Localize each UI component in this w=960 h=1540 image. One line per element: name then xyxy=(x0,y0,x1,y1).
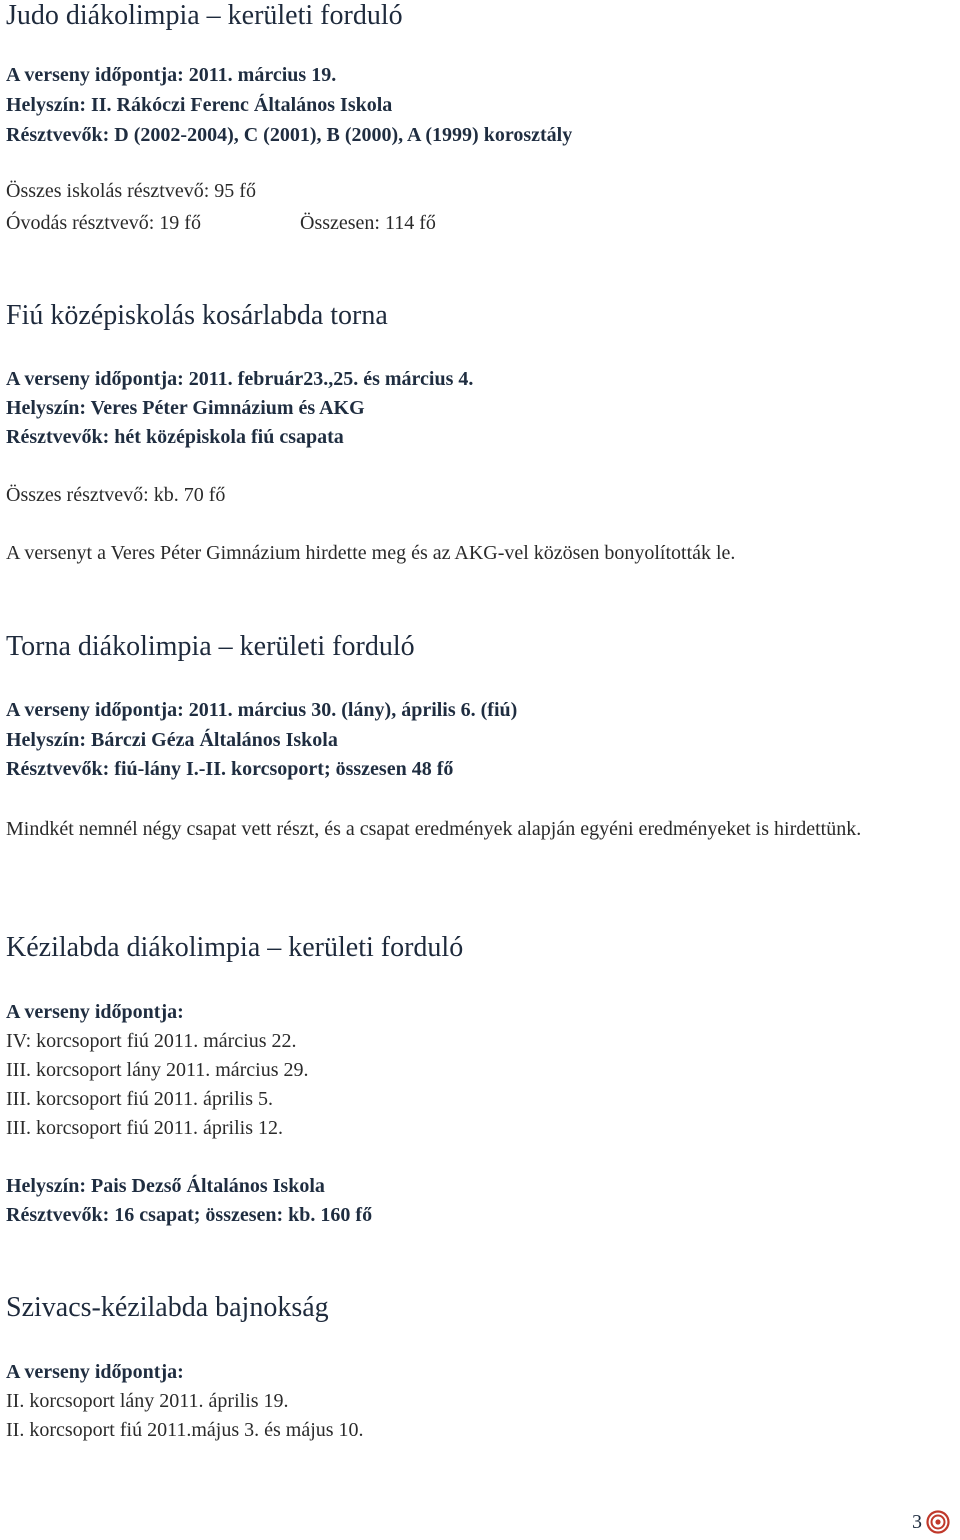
sponge-handball-date-item: II. korcsoport lány 2011. április 19. xyxy=(6,1390,289,1412)
handball-date-item: III. korcsoport fiú 2011. április 12. xyxy=(6,1117,283,1139)
basketball-date: A verseny időpontja: 2011. február23.,25. és március 4. xyxy=(6,368,474,390)
judo-kinder: Óvodás résztvevő: 19 fő xyxy=(6,212,201,234)
basketball-place: Helyszín: Veres Péter Gimnázium és AKG xyxy=(6,397,365,419)
judo-place: Helyszín: II. Rákóczi Ferenc Általános Iskola xyxy=(6,94,393,116)
handball-date-item: IV: korcsoport fiú 2011. március 22. xyxy=(6,1030,297,1052)
gymnastics-place: Helyszín: Bárczi Géza Általános Iskola xyxy=(6,729,338,751)
handball-participants: Résztvevők: 16 csapat; összesen: kb. 160 fő xyxy=(6,1204,373,1226)
judo-title: Judo diákolimpia – kerületi forduló xyxy=(6,0,403,31)
page-number: 3 xyxy=(912,1510,922,1533)
page-footer xyxy=(912,1510,950,1534)
judo-school-total: Összes iskolás résztvevő: 95 fő xyxy=(6,180,256,202)
handball-date-item: III. korcsoport lány 2011. március 29. xyxy=(6,1059,309,1081)
gymnastics-note: Mindkét nemnél négy csapat vett részt, és a csapat eredmények alapján egyéni eredményeket is hirdettünk. xyxy=(6,818,862,840)
basketball-total: Összes résztvevő: kb. 70 fő xyxy=(6,484,226,506)
basketball-note: A versenyt a Veres Péter Gimnázium hirdette meg és az AKG-vel közösen bonyolították le. xyxy=(6,542,736,564)
judo-date: A verseny időpontja: 2011. március 19. xyxy=(6,64,337,86)
gymnastics-title: Torna diákolimpia – kerületi forduló xyxy=(6,631,415,662)
sponge-handball-date-label: A verseny időpontja: xyxy=(6,1361,184,1383)
gymnastics-participants: Résztvevők: fiú-lány I.-II. korcsoport; összesen 48 fő xyxy=(6,758,454,780)
handball-title: Kézilabda diákolimpia – kerületi forduló xyxy=(6,932,464,963)
sponge-handball-title: Szivacs-kézilabda bajnokság xyxy=(6,1292,329,1323)
gymnastics-date: A verseny időpontja: 2011. március 30. (lány), április 6. (fiú) xyxy=(6,699,518,721)
basketball-title: Fiú középiskolás kosárlabda torna xyxy=(6,300,388,331)
handball-date-label: A verseny időpontja: xyxy=(6,1001,184,1023)
handball-date-item: III. korcsoport fiú 2011. április 5. xyxy=(6,1088,273,1110)
target-logo-icon xyxy=(926,1510,950,1534)
judo-total: Összesen: 114 fő xyxy=(300,212,436,234)
basketball-participants: Résztvevők: hét középiskola fiú csapata xyxy=(6,426,344,448)
handball-place: Helyszín: Pais Dezső Általános Iskola xyxy=(6,1175,325,1197)
judo-participants: Résztvevők: D (2002-2004), C (2001), B (2000), A (1999) korosztály xyxy=(6,124,573,146)
sponge-handball-date-item: II. korcsoport fiú 2011.május 3. és május 10. xyxy=(6,1419,364,1441)
